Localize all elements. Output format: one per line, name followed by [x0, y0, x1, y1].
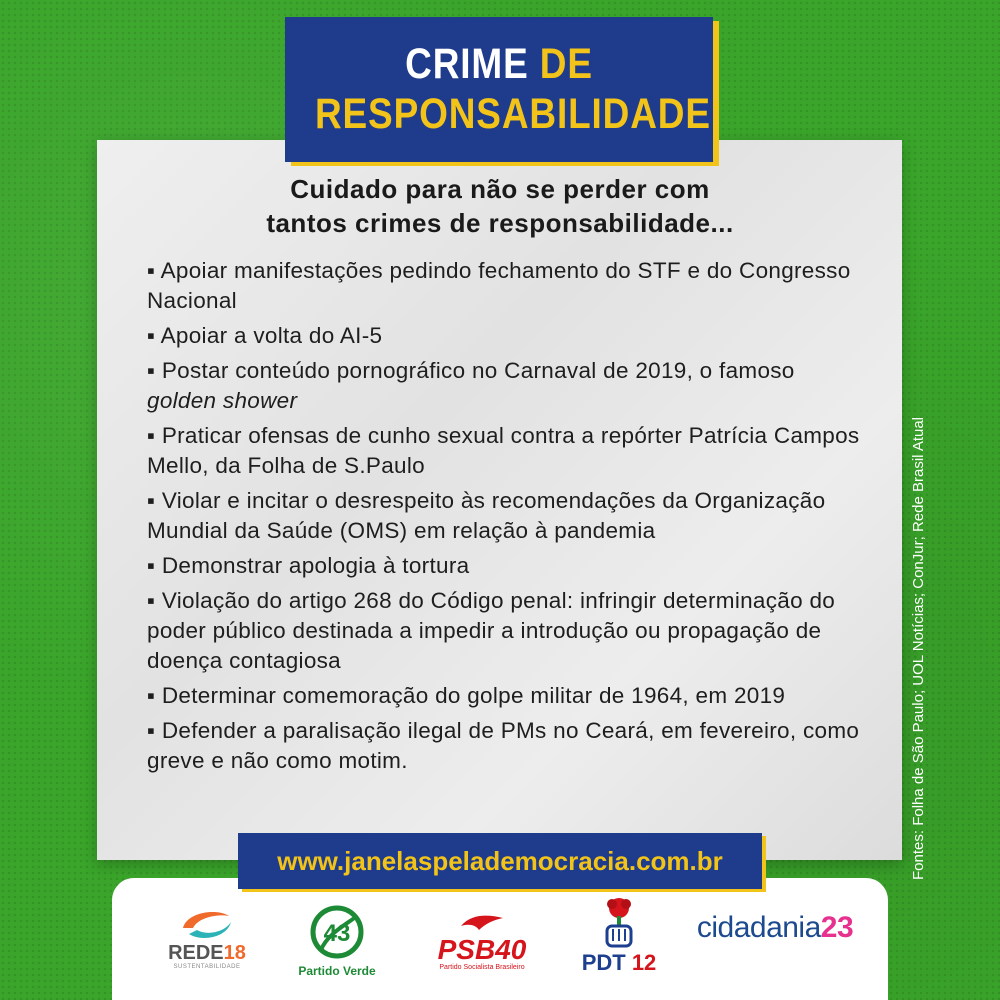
- rose-fist-icon: [594, 896, 644, 948]
- pdt-wordmark: [574, 952, 664, 974]
- pv-name: Partido Verde: [298, 964, 376, 978]
- pdt-name: PDT: [581, 950, 626, 975]
- subtitle-line-1: Cuidado para não se perder com: [290, 174, 710, 204]
- title-word-de: DE: [539, 40, 593, 88]
- pv-number: 43: [323, 920, 351, 947]
- crimes-list: [147, 256, 867, 781]
- logo-rede: [152, 908, 262, 970]
- list-item-italic: golden shower: [147, 388, 298, 413]
- logo-partido-verde: [292, 904, 382, 978]
- logo-pdt: [574, 896, 664, 974]
- logo-psb: [422, 912, 542, 971]
- list-item: ▪ Praticar ofensas de cunho sexual contra a repórter Patrícia Campos Mello, da Folha de S.Paulo: [147, 423, 860, 478]
- title-line-2: RESPONSABILIDADE: [314, 90, 711, 138]
- website-link[interactable]: www.janelaspelademocracia.com.br: [277, 846, 723, 876]
- list-item: ▪ Demonstrar apologia à tortura: [147, 553, 470, 578]
- rede-subtitle: SUSTENTABILIDADE: [173, 964, 241, 970]
- list-item: ▪ Apoiar a volta do AI-5: [147, 323, 383, 348]
- cidadania-number: 23: [820, 911, 854, 944]
- rede-wordmark: [152, 942, 262, 964]
- subtitle: [140, 172, 860, 240]
- psb-name: PSB: [437, 934, 496, 965]
- psb-wordmark: [422, 936, 542, 964]
- cidadania-wordmark: [690, 910, 860, 946]
- pdt-number: 12: [631, 950, 657, 975]
- psb-subtitle: Partido Socialista Brasileiro: [439, 964, 525, 971]
- list-item: ▪ Violar e incitar o desrespeito às recomendações da Organização Mundial da Saúde (OMS) em relação à pandemia: [147, 488, 826, 543]
- list-item-text: ▪ Postar conteúdo pornográfico no Carnaval de 2019, o famoso: [147, 358, 795, 383]
- pv-circle-icon: [307, 904, 367, 960]
- title-banner: [285, 17, 713, 162]
- logo-bar: [112, 878, 888, 1000]
- list-item: ▪ Defender a paralisação ilegal de PMs no Ceará, em fevereiro, como greve e não como motim.: [147, 718, 860, 773]
- cidadania-name: cidadania: [696, 911, 821, 944]
- title-line-1: [315, 39, 683, 89]
- list-item: ▪ Apoiar manifestações pedindo fechamento do STF e do Congresso Nacional: [147, 258, 851, 313]
- logo-cidadania: [690, 910, 860, 946]
- psb-number: 40: [495, 934, 527, 965]
- rede-number: 18: [223, 942, 246, 964]
- url-banner[interactable]: [238, 833, 762, 889]
- subtitle-line-2: tantos crimes de responsabilidade...: [266, 208, 734, 238]
- sources-note: Fontes: Folha de São Paulo; UOL Notícias; ConJur; Rede Brasil Atual: [910, 416, 927, 880]
- list-item: ▪ Determinar comemoração do golpe militar de 1964, em 2019: [147, 683, 786, 708]
- rede-name: REDE: [168, 942, 224, 964]
- dove-icon: [457, 912, 507, 932]
- rede-swoosh-icon: [177, 908, 237, 942]
- title-word-crime: CRIME: [405, 40, 529, 88]
- list-item: ▪ Violação do artigo 268 do Código penal: infringir determinação do poder público destinada a impedir a introdução ou propagação de doença contagiosa: [147, 588, 836, 673]
- list-item: [147, 356, 867, 416]
